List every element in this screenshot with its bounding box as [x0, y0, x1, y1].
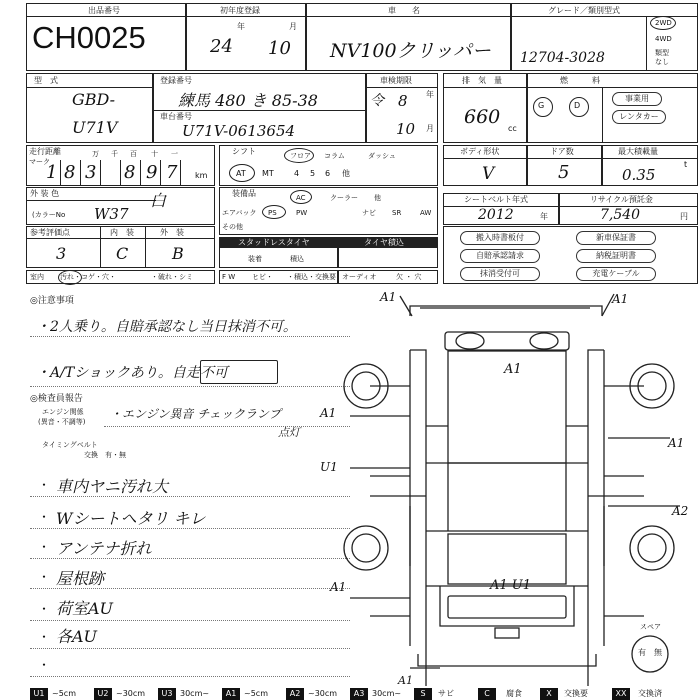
grade-label: グレード／類別型式	[548, 6, 620, 15]
model-label: 型 式	[34, 76, 58, 85]
shift-label: シフト	[232, 147, 256, 156]
mark-back: A1 U1	[490, 578, 532, 593]
model-line1: GBD-	[72, 90, 116, 109]
plate-value: 練馬 480 き 85-38	[178, 91, 318, 110]
report-item-3: アンテナ折れ	[56, 539, 152, 558]
legend-key: A3	[350, 688, 368, 700]
notes-line2: ・A/Tショックあり。自走不可	[36, 365, 228, 381]
legend-key: XX	[612, 688, 630, 700]
mark-top-left: A1	[380, 290, 397, 304]
mark-right-front: A1	[668, 436, 685, 450]
lot-label: 出品番号	[88, 6, 120, 15]
legend-key: A2	[286, 688, 304, 700]
car-name-label: 車 名	[388, 6, 420, 15]
displacement-label: 排 気 量	[462, 76, 502, 85]
ref-score: 3	[56, 244, 67, 263]
fuel-d-circle	[569, 97, 589, 117]
inspection-year: 8	[398, 92, 408, 110]
lot-number: CH0025	[32, 20, 146, 55]
seatbelt-value: 2012	[478, 207, 514, 223]
mark-right-rear: A2	[672, 504, 689, 518]
displacement-value: 660	[464, 106, 501, 128]
self-drive-box	[200, 360, 278, 384]
doors-value: 5	[558, 162, 570, 183]
inspection-label: 車検期限	[380, 76, 412, 85]
rear-window	[448, 534, 566, 584]
engine-note: ・エンジン異音 チェックランプ	[110, 407, 281, 421]
mark-roof: A1	[504, 362, 522, 377]
rear-bumper	[418, 654, 596, 666]
report-item-4: 屋根跡	[56, 569, 105, 588]
color-value: 白	[150, 191, 167, 210]
chassis-label: 車台番号	[160, 112, 192, 121]
inspector-title: ◎検査員報告	[30, 394, 83, 404]
wheel-rear-right	[630, 526, 674, 570]
inspection-month: 10	[396, 120, 416, 138]
interior-score: C	[116, 244, 129, 263]
legend-key: A1	[222, 688, 240, 700]
legend-key: S	[414, 688, 432, 700]
spare-label: スペア	[640, 623, 661, 631]
report-item-5: 荷室AU	[56, 599, 114, 618]
fuel-label: 燃 料	[560, 76, 600, 85]
plate-label: 登録番号	[160, 76, 192, 85]
mark-top-right: A1	[612, 292, 629, 306]
grade-value: 12704-3028	[520, 50, 605, 66]
model-line2: U71V	[72, 118, 118, 137]
report-item-2: Wシートヘタリ キレ	[56, 509, 206, 528]
legend-key: U1	[30, 688, 48, 700]
exterior-score: B	[172, 244, 184, 263]
first-reg-label: 初年度登録	[220, 6, 260, 15]
wheel-rear-left	[344, 526, 388, 570]
report-item-1: 車内ヤニ汚れ大	[56, 477, 169, 496]
windshield	[445, 332, 569, 350]
notes-title: ◎注意事項	[30, 296, 74, 306]
notes-line1: ・2人乗り。自賠承認なし当日抹消不可。	[36, 319, 297, 335]
report-item-6: 各AU	[56, 627, 98, 646]
first-reg-month: 10	[268, 38, 291, 59]
mark-left-door: U1	[320, 460, 338, 474]
legend-key: C	[478, 688, 496, 700]
mileage-label: 走行距離	[29, 147, 61, 156]
recycle-value: 7,540	[600, 207, 641, 223]
mark-left-front: A1	[320, 406, 337, 420]
mark-bottom: A1	[398, 674, 413, 687]
legend-key: U2	[94, 688, 112, 700]
body-value: V	[482, 164, 495, 184]
2wd-circle	[650, 16, 676, 30]
legend-key: U3	[158, 688, 176, 700]
color-no-value: W37	[94, 205, 129, 223]
car-name: NV100クリッパー	[330, 40, 491, 62]
load-value: 0.35	[622, 166, 656, 184]
first-reg-year: 24	[210, 36, 233, 57]
chassis-value: U71V-0613654	[182, 122, 296, 140]
mark-left-rear: A1	[330, 580, 347, 594]
legend-key: X	[540, 688, 558, 700]
